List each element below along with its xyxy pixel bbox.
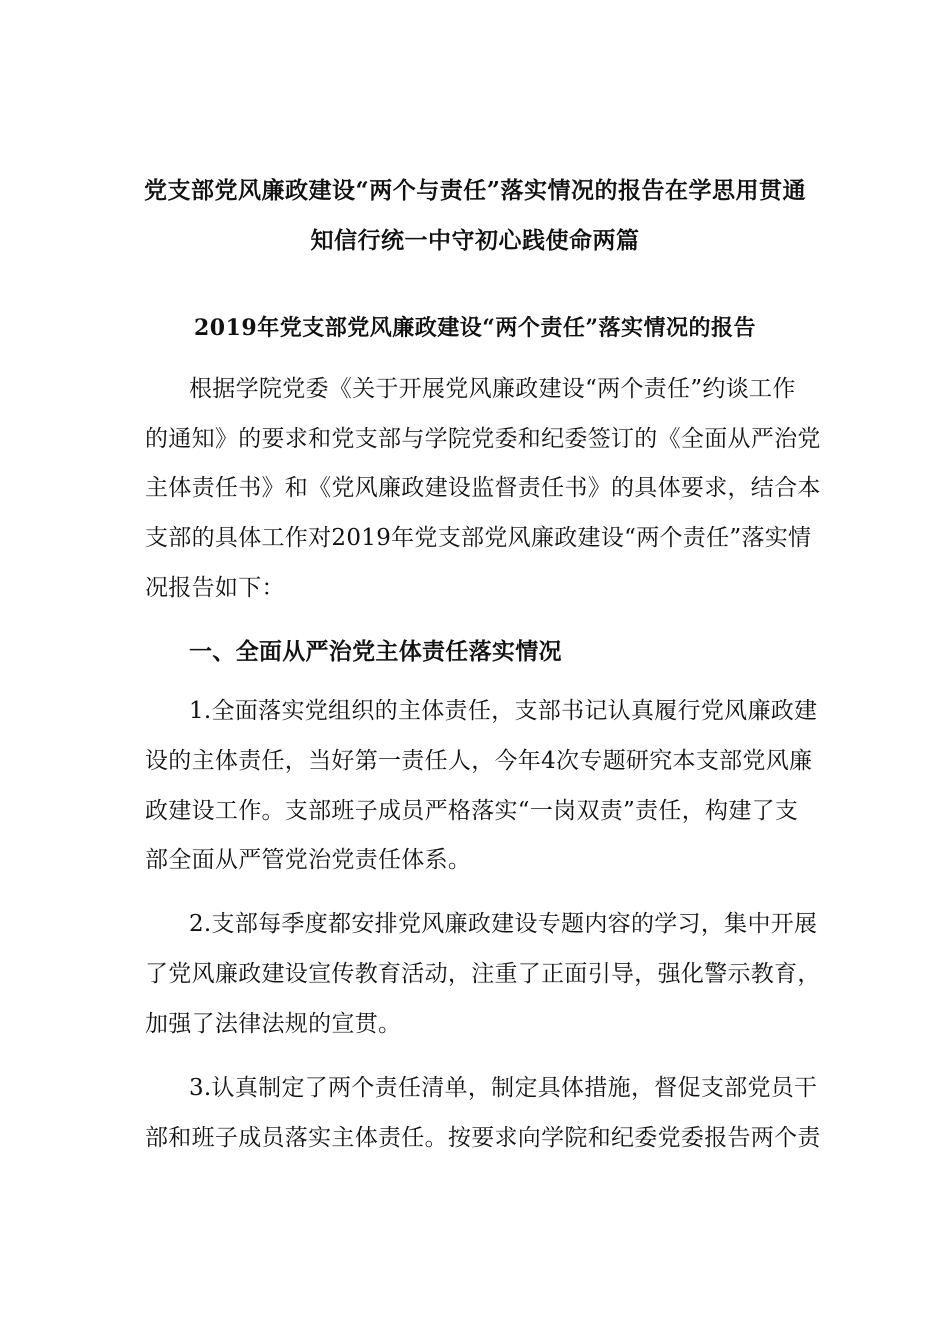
intro-line-1: 根据学院党委《关于开展党风廉政建设“两个责任”约谈工作 — [189, 376, 796, 402]
document-title-line-1: 党支部党风廉政建设“两个与责任”落实情况的报告在学思用贯通 — [144, 177, 806, 204]
document-title-line-2: 知信行统一中守初心践使命两篇 — [310, 227, 640, 254]
item2-line-3: 加强了法律法规的宣贯。 — [145, 1011, 402, 1037]
item3-line-1: 3.认真制定了两个责任清单，制定具体措施，督促支部党员干 — [189, 1075, 818, 1101]
intro-line-3: 主体责任书》和《党风廉政建设监督责任书》的具体要求，结合本 — [145, 475, 821, 501]
intro-line-4: 支部的具体工作对2019年党支部党风廉政建设“两个责任”落实情 — [145, 525, 812, 551]
item1-line-3: 政建设工作。支部班子成员严格落实“一岗双责”责任，构建了支 — [145, 798, 799, 824]
item1-line-1: 1.全面落实党组织的主体责任，支部书记认真履行党风廉政建 — [189, 698, 818, 724]
item1-line-2: 设的主体责任，当好第一责任人，今年4次专题研究本支部党风廉 — [145, 748, 813, 774]
section-heading-1: 一、全面从严治党主体责任落实情况 — [189, 638, 562, 665]
item3-line-2: 部和班子成员落实主体责任。按要求向学院和纪委党委报告两个责 — [145, 1125, 821, 1151]
item2-line-1: 2.支部每季度都安排党风廉政建设专题内容的学习，集中开展 — [189, 911, 818, 937]
intro-line-5: 况报告如下： — [145, 575, 285, 601]
item2-line-2: 了党风廉政建设宣传教育活动，注重了正面引导，强化警示教育， — [145, 961, 821, 987]
intro-line-2: 的通知》的要求和党支部与学院党委和纪委签订的《全面从严治党 — [145, 426, 821, 452]
report-subtitle: 2019年党支部党风廉政建设“两个责任”落实情况的报告 — [193, 315, 757, 341]
item1-line-4: 部全面从严管党治党责任体系。 — [145, 847, 472, 873]
